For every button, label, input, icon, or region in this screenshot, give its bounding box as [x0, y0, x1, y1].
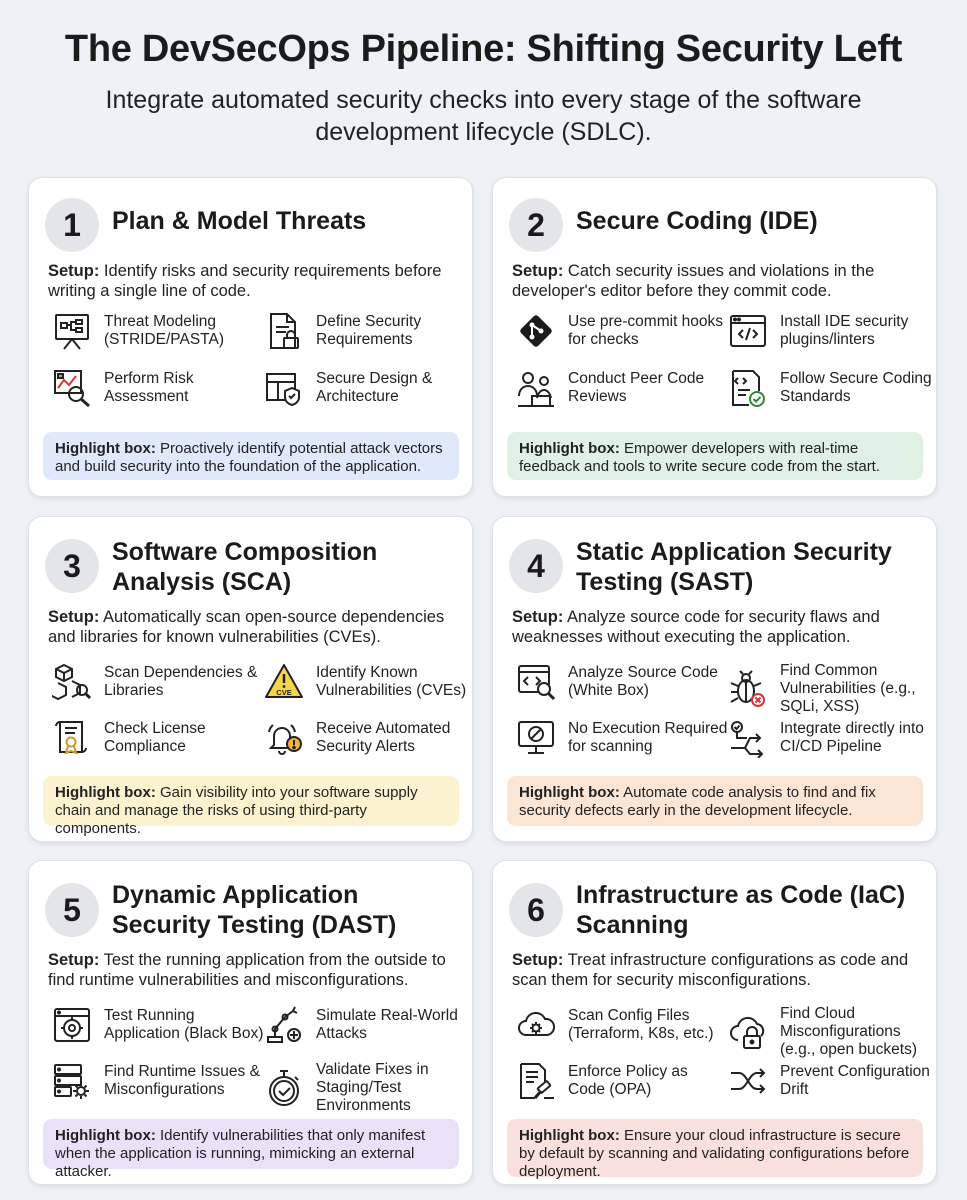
stage-setup — [48, 261, 460, 301]
setup-text: Treat infrastructure configurations as code and scan them for security misconfigurations. — [512, 951, 909, 989]
feature-item — [516, 311, 728, 351]
page-title: The DevSecOps Pipeline: Shifting Security Left — [64, 28, 903, 70]
stage-title: Dynamic Application Security Testing (DAST) — [112, 881, 397, 939]
stage-number: 5 — [45, 883, 99, 937]
stopwatch-check-icon — [264, 1068, 304, 1108]
git-icon — [516, 311, 556, 351]
feature-label: Enforce Policy as Code (OPA) — [568, 1063, 688, 1098]
feature-label: Test Running Application (Black Box) — [104, 1007, 264, 1042]
setup-text: Analyze source code for security flaws and weaknesses without executing the application. — [512, 608, 880, 646]
highlight-box — [507, 776, 923, 826]
robot-arm-icon — [264, 1005, 304, 1045]
stage-card-sast — [492, 516, 937, 842]
highlight-box — [43, 432, 459, 480]
no-execution-monitor-icon — [516, 718, 556, 758]
setup-label: Setup: — [512, 608, 564, 626]
stage-title: Static Application Security Testing (SAST) — [576, 538, 892, 596]
feature-item — [728, 311, 940, 351]
setup-label: Setup: — [512, 951, 564, 969]
feature-label: Find Cloud Misconfigurations (e.g., open buckets) — [780, 1005, 917, 1058]
packages-magnifier-icon — [52, 662, 92, 702]
highlight-label: Highlight box: — [519, 784, 620, 801]
feature-item — [52, 718, 264, 758]
highlight-box — [507, 1119, 923, 1180]
stage-title: Software Composition Analysis (SCA) — [112, 538, 378, 596]
server-gear-icon — [52, 1061, 92, 1101]
stage-card-dast — [28, 860, 473, 1185]
stage-setup — [512, 607, 924, 647]
feature-item — [52, 368, 264, 408]
highlight-text: Gain visibility into your software supply chain and manage the risks of using third-party components. — [55, 784, 418, 837]
feature-label: Conduct Peer Code Reviews — [568, 370, 705, 405]
cloud-lock-icon — [728, 1012, 768, 1052]
stage-title: Secure Coding (IDE) — [576, 207, 818, 235]
feature-label: Simulate Real-World Attacks — [316, 1007, 458, 1042]
stage-setup — [48, 950, 460, 990]
license-certificate-icon — [52, 718, 92, 758]
stage-number: 6 — [509, 883, 563, 937]
feature-label: Threat Modeling (STRIDE/PASTA) — [104, 313, 224, 348]
highlight-box — [43, 1119, 459, 1180]
stage-title: Infrastructure as Code (IaC) Scanning — [576, 881, 906, 939]
highlight-label: Highlight box: — [55, 440, 156, 457]
feature-label: Scan Config Files (Terraform, K8s, etc.) — [568, 1007, 714, 1042]
svg-text:CVE: CVE — [276, 688, 292, 697]
document-lock-icon — [264, 311, 304, 351]
stage-number: 2 — [509, 198, 563, 252]
highlight-label: Highlight box: — [55, 784, 156, 801]
cloud-gear-icon — [516, 1005, 556, 1045]
feature-label: Use pre-commit hooks for checks — [568, 313, 724, 348]
feature-item — [264, 662, 476, 702]
highlight-label: Highlight box: — [519, 1127, 620, 1144]
highlight-label: Highlight box: — [55, 1127, 156, 1144]
feature-label: Check License Compliance — [104, 720, 206, 755]
stage-setup — [512, 261, 924, 301]
feature-item — [264, 368, 476, 408]
cve-warning-icon — [264, 662, 304, 702]
stage-setup — [48, 607, 460, 647]
feature-label: Receive Automated Security Alerts — [316, 720, 451, 755]
stage-card-secure-coding — [492, 177, 937, 497]
stage-card-iac — [492, 860, 937, 1185]
code-magnifier-icon — [516, 662, 556, 702]
highlight-label: Highlight box: — [519, 440, 620, 457]
setup-text: Automatically scan open-source dependencies and libraries for known vulnerabilities (CVEs). — [48, 608, 445, 646]
feature-item — [52, 311, 264, 351]
feature-item — [728, 662, 940, 716]
highlight-text: Empower developers with real-time feedback and tools to write secure code from the start. — [519, 440, 881, 475]
feature-item — [52, 1061, 264, 1101]
feature-item — [516, 718, 728, 758]
setup-label: Setup: — [48, 608, 100, 626]
feature-item — [728, 368, 940, 408]
drift-arrows-icon — [728, 1061, 768, 1101]
peer-review-icon — [516, 368, 556, 408]
stage-number: 1 — [45, 198, 99, 252]
code-window-icon — [728, 311, 768, 351]
setup-label: Setup: — [48, 262, 100, 280]
feature-label: No Execution Required for scanning — [568, 720, 728, 755]
highlight-box — [507, 432, 923, 480]
feature-item — [264, 311, 476, 351]
feature-item — [728, 1061, 940, 1101]
feature-label: Find Runtime Issues & Misconfigurations — [104, 1063, 260, 1098]
feature-label: Define Security Requirements — [316, 313, 422, 348]
setup-text: Catch security issues and violations in the developer's editor before they commit code. — [512, 262, 875, 300]
feature-item — [516, 368, 728, 408]
feature-label: Identify Known Vulnerabilities (CVEs) — [316, 664, 467, 699]
feature-item — [264, 718, 476, 758]
feature-item — [516, 1005, 728, 1045]
highlight-text: Automate code analysis to find and fix security defects early in the development lifecycle. — [519, 784, 876, 819]
target-window-icon — [52, 1005, 92, 1045]
feature-item — [52, 662, 264, 702]
feature-label: Analyze Source Code (White Box) — [568, 664, 718, 699]
feature-item — [52, 1005, 264, 1045]
setup-text: Identify risks and security requirements before writing a single line of code. — [48, 262, 442, 300]
highlight-box — [43, 776, 459, 837]
highlight-text: Proactively identify potential attack vectors and build security into the foundation of the application. — [55, 440, 443, 475]
feature-item — [728, 1005, 940, 1059]
feature-label: Perform Risk Assessment — [104, 370, 194, 405]
feature-item — [264, 1005, 476, 1045]
highlight-text: Identify vulnerabilities that only manifest when the application is running, mimicking an external attacker. — [55, 1127, 426, 1180]
feature-label: Prevent Configuration Drift — [780, 1063, 930, 1098]
risk-magnifier-icon — [52, 368, 92, 408]
threat-model-board-icon — [52, 311, 92, 351]
stage-card-sca — [28, 516, 473, 842]
setup-label: Setup: — [512, 262, 564, 280]
feature-label: Install IDE security plugins/linters — [780, 313, 909, 348]
feature-label: Validate Fixes in Staging/Test Environments — [316, 1061, 429, 1114]
code-checklist-icon — [728, 368, 768, 408]
stage-title: Plan & Model Threats — [112, 207, 367, 235]
feature-item — [516, 662, 728, 702]
alert-bell-icon — [264, 718, 304, 758]
stage-card-plan — [28, 177, 473, 497]
feature-item — [728, 718, 940, 758]
setup-label: Setup: — [48, 951, 100, 969]
feature-label: Follow Secure Coding Standards — [780, 370, 932, 405]
feature-item — [264, 1061, 476, 1115]
stage-number: 3 — [45, 539, 99, 593]
policy-gavel-icon — [516, 1061, 556, 1101]
highlight-text: Ensure your cloud infrastructure is secure by default by scanning and validating configurations before deployment. — [519, 1127, 910, 1180]
page-subtitle: Integrate automated security checks into every stage of the software development lifecycle (SDLC). — [105, 86, 862, 146]
feature-label: Secure Design & Architecture — [316, 370, 433, 405]
blueprint-shield-icon — [264, 368, 304, 408]
stage-number: 4 — [509, 539, 563, 593]
feature-item — [516, 1061, 728, 1101]
feature-label: Scan Dependencies & Libraries — [104, 664, 258, 699]
feature-label: Integrate directly into CI/CD Pipeline — [780, 720, 924, 755]
stage-setup — [512, 950, 924, 990]
feature-label: Find Common Vulnerabilities (e.g., SQLi, XSS) — [780, 662, 916, 715]
bug-icon — [728, 669, 768, 709]
pipeline-icon — [728, 718, 768, 758]
setup-text: Test the running application from the outside to find runtime vulnerabilities and misconfigurations. — [48, 951, 446, 989]
